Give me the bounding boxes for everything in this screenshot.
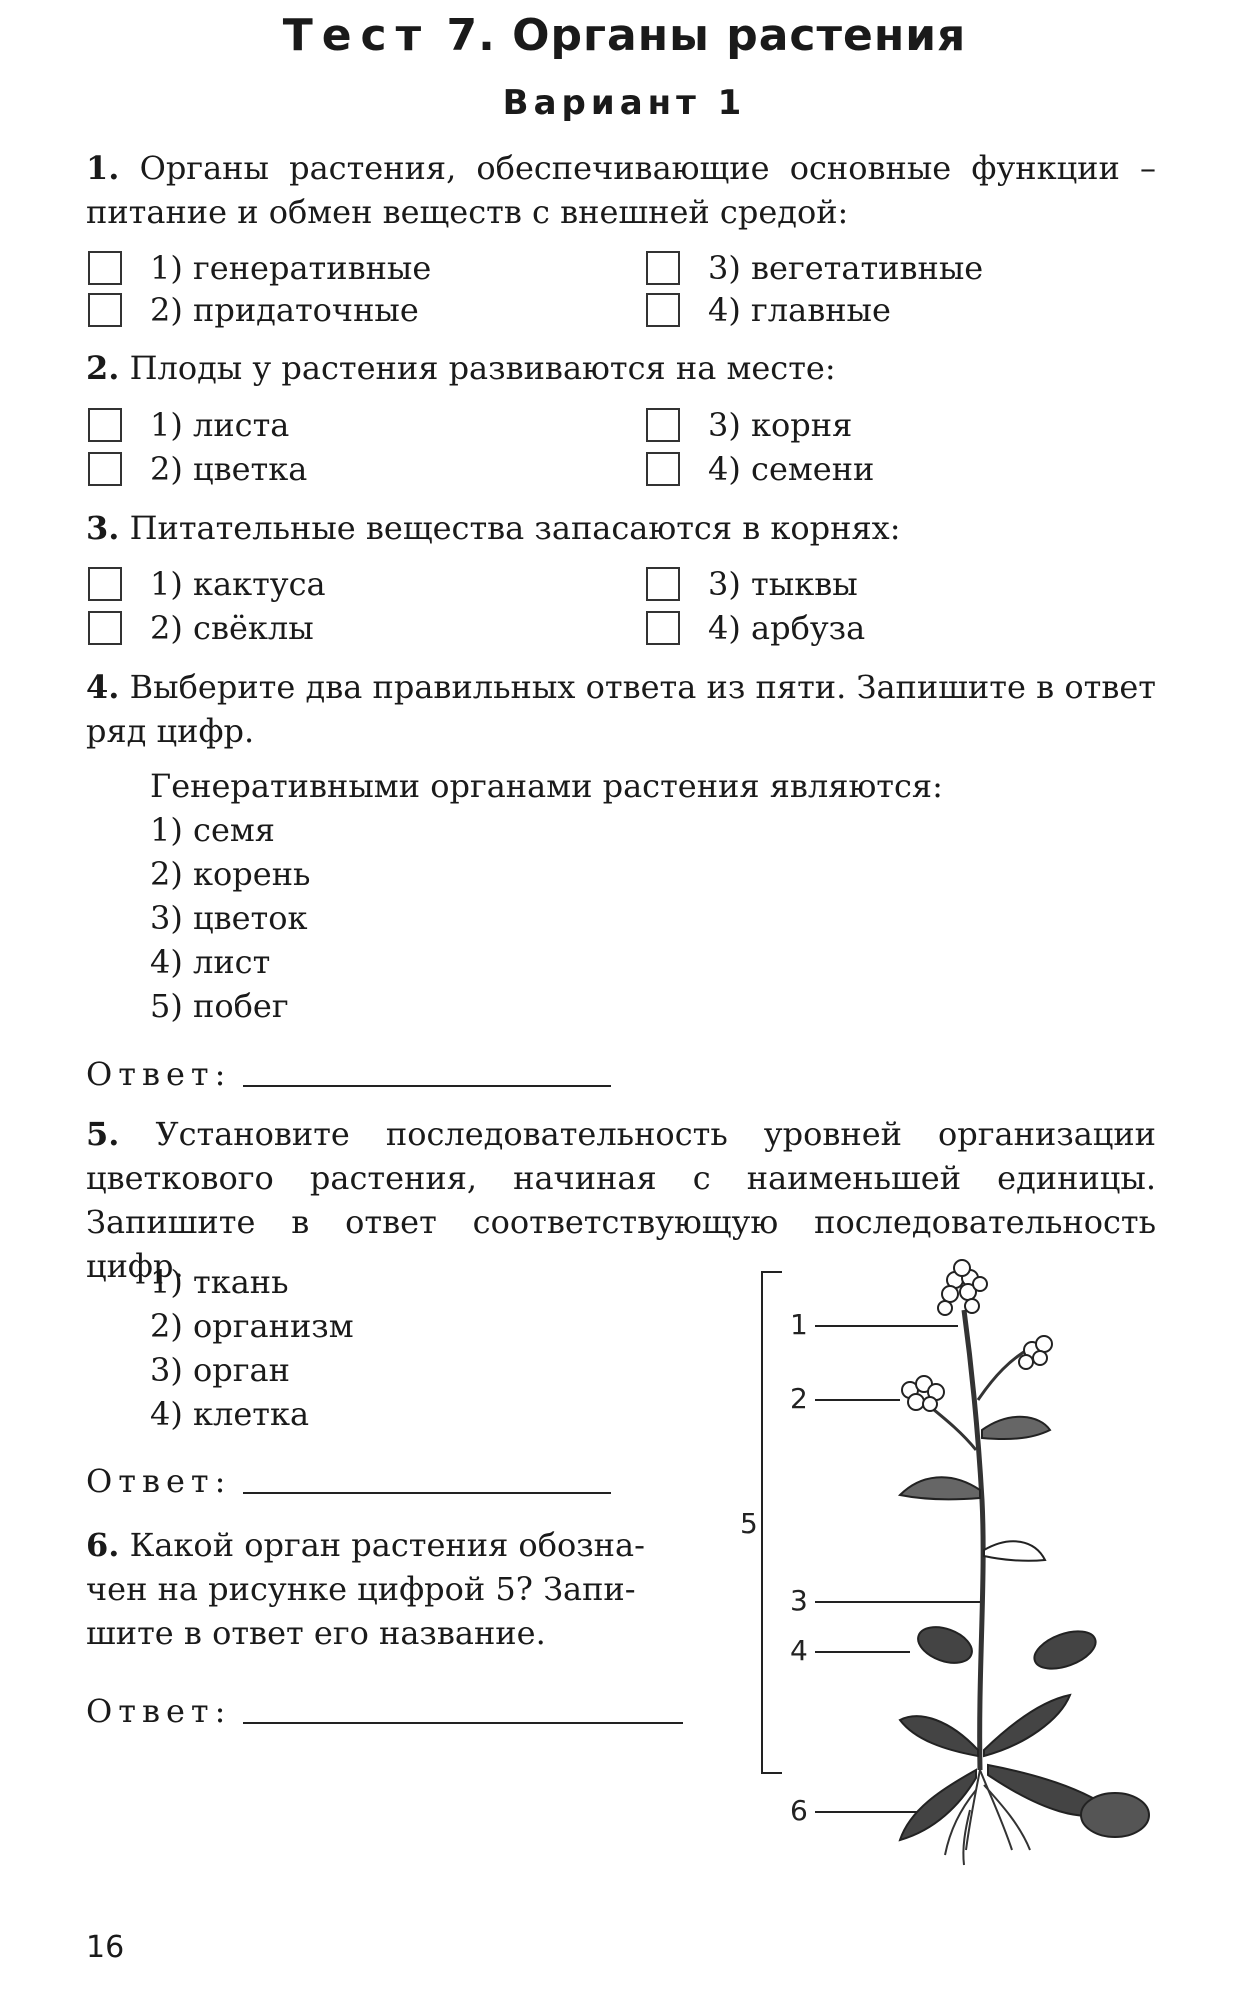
option-label: 4) арбуза: [708, 609, 866, 647]
plant-illustration: [740, 1250, 1170, 1870]
list-item: 3) цветок: [150, 899, 308, 937]
answer-label: Ответ:: [86, 1462, 232, 1500]
q4-answer: [86, 1055, 611, 1093]
q2-option-3[interactable]: [646, 405, 852, 445]
answer-checkbox[interactable]: [88, 408, 122, 442]
answer-checkbox[interactable]: [646, 251, 680, 285]
question-number: 2.: [86, 349, 120, 387]
test-title: [0, 10, 1249, 61]
list-item: 3) орган: [150, 1351, 290, 1389]
q3-option-1[interactable]: [88, 564, 326, 604]
option-label: 1) кактуса: [150, 565, 326, 603]
q3-option-2[interactable]: [88, 608, 314, 648]
question-4: [86, 665, 1156, 753]
answer-checkbox[interactable]: [88, 452, 122, 486]
list-item: 1) семя: [150, 811, 275, 849]
option-label: 2) придаточные: [150, 291, 419, 329]
question-number: 4.: [86, 668, 120, 706]
answer-line[interactable]: [243, 1718, 683, 1724]
answer-checkbox[interactable]: [88, 567, 122, 601]
figure-label-1: 1: [790, 1308, 808, 1341]
q1-option-2[interactable]: [88, 290, 419, 330]
answer-line[interactable]: [243, 1488, 611, 1494]
rosette-leaf: [900, 1620, 1149, 1840]
option-label: 2) цветка: [150, 450, 308, 488]
list-prompt: Генеративными органами растения являются:: [150, 767, 943, 805]
figure-label-3: 3: [790, 1584, 808, 1617]
answer-checkbox[interactable]: [646, 567, 680, 601]
q5-list: [150, 1260, 354, 1436]
question-text: шите в ответ его название.: [86, 1614, 546, 1652]
answer-checkbox[interactable]: [646, 452, 680, 486]
answer-checkbox[interactable]: [646, 408, 680, 442]
question-text: Органы растения, обеспечивающие основные функции – питание и обмен веществ с внешней средой:: [86, 149, 1157, 231]
page-number: 16: [86, 1930, 125, 1965]
q1-option-1[interactable]: [88, 248, 431, 288]
answer-checkbox[interactable]: [88, 611, 122, 645]
option-label: 2) свёклы: [150, 609, 314, 647]
question-text: Какой орган растения обозна-: [129, 1526, 645, 1564]
answer-checkbox[interactable]: [88, 251, 122, 285]
question-number: 6.: [86, 1526, 120, 1564]
question-number: 5.: [86, 1115, 120, 1153]
title-rest: 7. Органы растения: [446, 10, 967, 61]
q6-answer: [86, 1692, 683, 1730]
list-item: 1) ткань: [150, 1263, 289, 1301]
answer-checkbox[interactable]: [646, 293, 680, 327]
answer-label: Ответ:: [86, 1055, 232, 1093]
question-text: Питательные вещества запасаются в корнях:: [129, 509, 901, 547]
list-item: 2) организм: [150, 1307, 354, 1345]
flower-cluster: [1019, 1336, 1052, 1369]
list-item: 4) клетка: [150, 1395, 310, 1433]
q2-option-1[interactable]: [88, 405, 289, 445]
answer-line[interactable]: [243, 1081, 611, 1087]
flower-cluster: [938, 1260, 987, 1315]
title-word: Тест: [282, 10, 431, 61]
q3-option-4[interactable]: [646, 608, 865, 648]
q1-option-4[interactable]: [646, 290, 891, 330]
bracket-5: [762, 1272, 782, 1773]
q3-option-3[interactable]: [646, 564, 858, 604]
flower-cluster: [902, 1376, 944, 1411]
plant-stem: [964, 1310, 983, 1770]
answer-label: Ответ:: [86, 1692, 232, 1730]
figure-label-2: 2: [790, 1382, 808, 1415]
question-text: Выберите два правильных ответа из пяти. Запишите в ответ ряд цифр.: [86, 668, 1157, 750]
list-item: 4) лист: [150, 943, 271, 981]
question-number: 1.: [86, 149, 120, 187]
option-label: 1) генеративные: [150, 249, 432, 287]
answer-checkbox[interactable]: [88, 293, 122, 327]
question-3: [86, 506, 1156, 550]
question-number: 3.: [86, 509, 120, 547]
q5-answer: [86, 1462, 611, 1500]
q2-option-4[interactable]: [646, 449, 874, 489]
figure-label-4: 4: [790, 1634, 808, 1667]
figure-label-5: 5: [740, 1507, 758, 1540]
question-text: чен на рисунке цифрой 5? Запи-: [86, 1570, 636, 1608]
option-label: 3) тыквы: [708, 565, 858, 603]
list-item: 2) корень: [150, 855, 311, 893]
variant-heading: Вариант 1: [502, 83, 747, 123]
option-label: 3) корня: [708, 406, 853, 444]
option-label: 4) главные: [708, 291, 891, 329]
figure-label-6: 6: [790, 1794, 808, 1827]
list-item: 5) побег: [150, 987, 289, 1025]
question-6: [86, 1523, 686, 1655]
question-2: [86, 346, 1156, 390]
stem-leaf: [900, 1417, 1050, 1561]
q4-list: [150, 764, 943, 1028]
option-label: 4) семени: [708, 450, 875, 488]
question-text: Плоды у растения развиваются на месте:: [129, 349, 836, 387]
question-text: Установите последовательность уровней организации цветкового растения, начиная с наименьшей единицы. Запишите в ответ соответствующую последовательность цифр.: [86, 1115, 1157, 1285]
option-label: 1) листа: [150, 406, 290, 444]
answer-checkbox[interactable]: [646, 611, 680, 645]
q1-option-3[interactable]: [646, 248, 983, 288]
option-label: 3) вегетативные: [708, 249, 984, 287]
question-1: [86, 146, 1156, 234]
q2-option-2[interactable]: [88, 449, 307, 489]
